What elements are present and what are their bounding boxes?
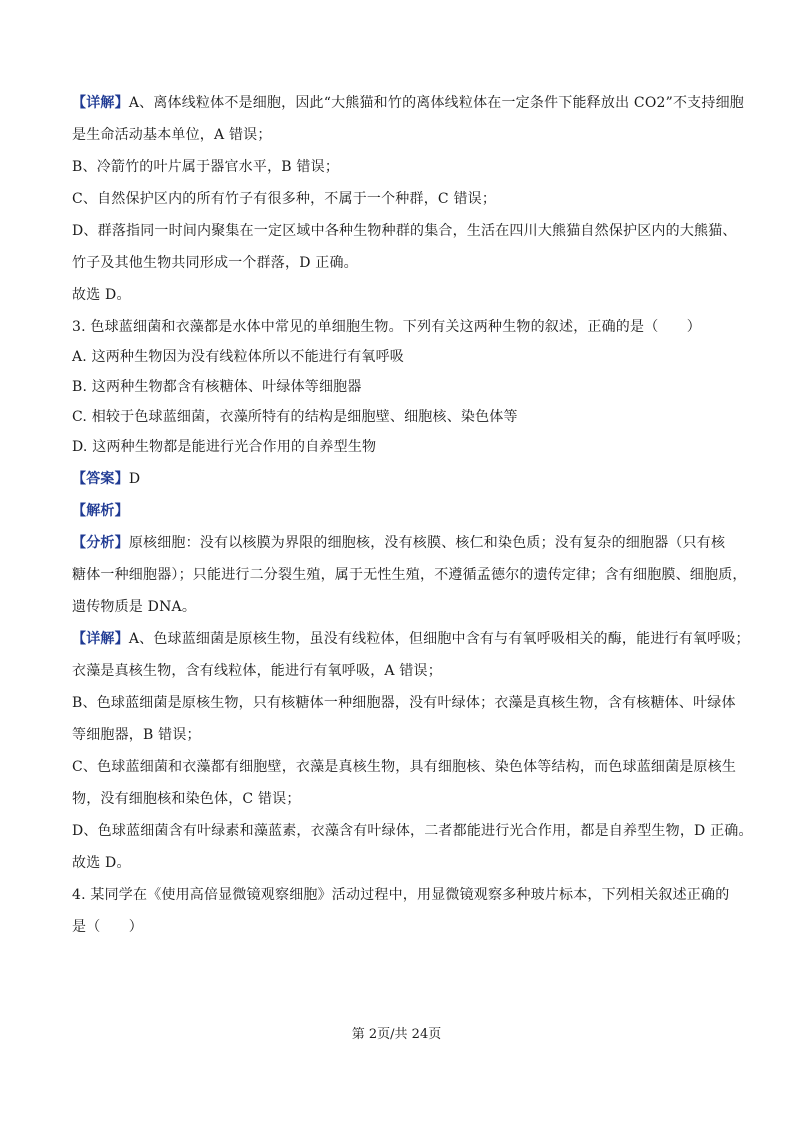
detail-option-c: C、自然保护区内的所有竹子有很多种，不属于一个种群，C 错误； <box>72 191 497 207</box>
q3-detail-tag: 【详解】 <box>72 631 129 647</box>
answer-tag: 【答案】 <box>72 471 129 487</box>
detail-option-d-line-1: D、群落指同一时间内聚集在一定区域中各种生物种群的集合，生活在四川大熊猫自然保护区内的大熊猫、 <box>72 223 737 239</box>
q3-detail-line-c2: 物，没有细胞核和染色体，C 错误； <box>72 791 301 807</box>
q3-choose: 故选 D。 <box>72 855 131 871</box>
detail-choose: 故选 D。 <box>72 287 131 303</box>
analysis-heading <box>72 501 752 521</box>
q3-detail-line-a2: 衣藻是真核生物，含有线粒体，能进行有氧呼吸，A 错误； <box>72 663 442 679</box>
answer-value: D <box>128 471 141 487</box>
answer-line <box>72 469 752 489</box>
detail-option-b: B、冷箭竹的叶片属于器官水平，B 错误； <box>72 159 340 175</box>
question-3-stem: 3. 色球蓝细菌和衣藻都是水体中常见的单细胞生物。下列有关这两种生物的叙述，正确的是（ ） <box>72 319 702 335</box>
fenxi-text: 原核细胞：没有以核膜为界限的细胞核，没有核膜、核仁和染色质；没有复杂的细胞器（只有核 <box>128 535 726 551</box>
q3-detail-line-b1: B、色球蓝细菌是原核生物，只有核糖体一种细胞器，没有叶绿体；衣藻是真核生物，含有核糖体、叶绿体 <box>72 695 736 711</box>
analysis-tag: 【解析】 <box>72 503 129 519</box>
question-3-option-c: C. 相较于色球蓝细菌，衣藻所特有的结构是细胞壁、细胞核、染色体等 <box>72 409 518 425</box>
detail-line-2: 是生命活动基本单位，A 错误； <box>72 127 272 143</box>
question-4-stem-line-2: 是（ ） <box>72 919 143 935</box>
q3-detail-line-c1: C、色球蓝细菌和衣藻都有细胞壁，衣藻是真核生物，具有细胞核、染色体等结构，而色球蓝细菌是原核生 <box>72 759 737 775</box>
fenxi-line-3: 遗传物质是 DNA。 <box>72 599 197 615</box>
q3-detail-a1-text: A、色球蓝细菌是原核生物，虽没有线粒体，但细胞中含有与有氧呼吸相关的酶，能进行有氧呼吸； <box>128 631 750 647</box>
question-3-option-b: B. 这两种生物都含有核糖体、叶绿体等细胞器 <box>72 379 362 395</box>
fenxi-line-2: 糖体一种细胞器）；只能进行二分裂生殖，属于无性生殖，不遵循孟德尔的遗传定律；含有细胞膜、细胞质， <box>72 567 747 583</box>
page-footer: 第 2页/共 24页 <box>351 1027 442 1042</box>
detail-line-1 <box>72 93 752 113</box>
detail-text: A、离体线粒体不是细胞，因此“大熊猫和竹的离体线粒体在一定条件下能释放出 CO2”不支持细胞 <box>128 95 744 111</box>
question-3-option-d: D. 这两种生物都是能进行光合作用的自养型生物 <box>72 439 377 455</box>
detail-tag: 【详解】 <box>72 95 129 111</box>
fenxi-line-1 <box>72 533 752 553</box>
q3-detail-line-b2: 等细胞器，B 错误； <box>72 727 201 743</box>
question-3-option-a: A. 这两种生物因为没有线粒体所以不能进行有氧呼吸 <box>72 349 405 365</box>
detail-option-d-line-2: 竹子及其他生物共同形成一个群落，D 正确。 <box>72 255 358 271</box>
question-4-stem-line-1: 4. 某同学在《使用高倍显微镜观察细胞》活动过程中，用显微镜观察多种玻片标本，下列相关叙述正确的 <box>72 887 730 903</box>
q3-detail-line-a1 <box>72 629 752 649</box>
q3-detail-line-d1: D、色球蓝细菌含有叶绿素和藻蓝素，衣藻含有叶绿体，二者都能进行光合作用，都是自养型生物，D 正确。 <box>72 823 753 839</box>
fenxi-tag: 【分析】 <box>72 535 129 551</box>
